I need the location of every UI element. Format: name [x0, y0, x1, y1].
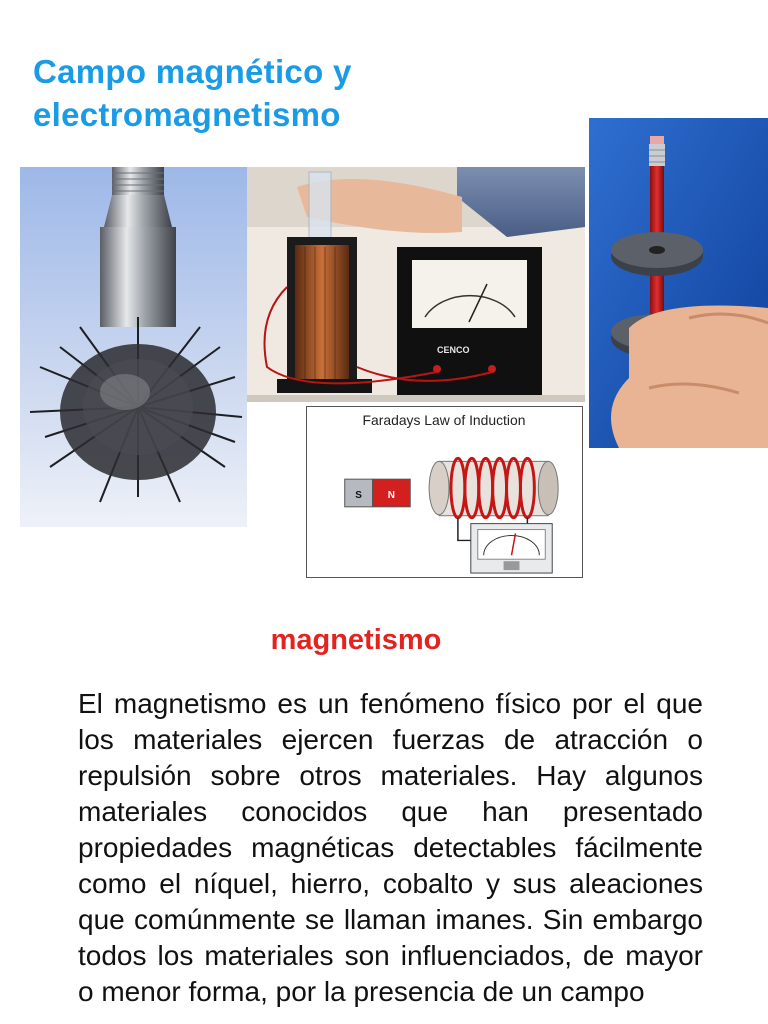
faraday-caption: Faradays Law of Induction — [362, 411, 526, 428]
faraday-law-diagram — [306, 406, 583, 578]
magnet-pole-s: S — [355, 489, 362, 501]
title-line-1: Campo magnético y — [33, 53, 352, 90]
meter-brand-label: CENCO — [437, 345, 470, 355]
magnetismo-paragraph: El magnetismo es un fenómeno físico por el que los materiales ejercen fuerzas de atracción o repulsión sobre otros materiales. Hay algunos materiales conocidos que han presentado propiedades magnéticas detectables fácilmente como el níquel, hierro, cobalto y sus aleaciones que comúnmente se llaman imanes. Sin embargo todos los materiales son influenciados, de mayor o menor forma, por la presencia de un campo — [78, 688, 703, 1007]
section-heading-magnetismo: magnetismo — [270, 624, 442, 656]
coil-galvanometer-photo — [247, 167, 585, 402]
magnet-iron-filings-photo — [20, 167, 247, 527]
magnet-pole-n: N — [387, 489, 395, 501]
pencil-ring-magnets-photo — [589, 118, 768, 448]
title-line-2: electromagnetismo — [33, 96, 341, 133]
page-title — [33, 50, 352, 136]
